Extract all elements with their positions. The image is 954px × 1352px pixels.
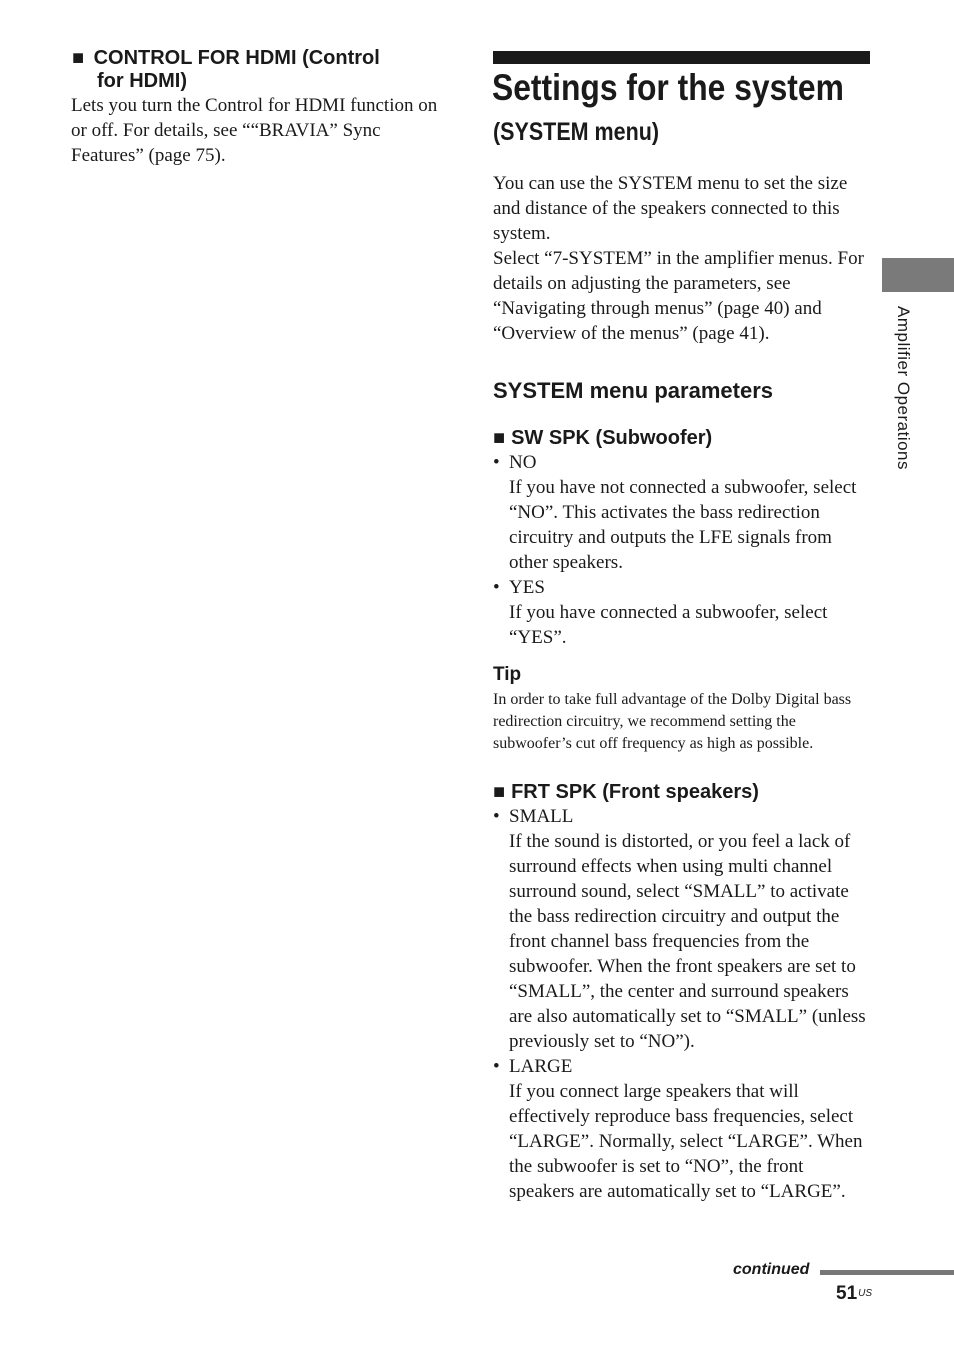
option-label: NO [509, 452, 537, 473]
sw-spk-heading-text: SW SPK (Subwoofer) [511, 427, 713, 449]
page-number-suffix: US [858, 1288, 873, 1299]
option-description: If the sound is distorted, or you feel a lack of surround effects when using multi channel surround sound, select “SMALL” to activate the bass redirection circuitry and output the front channel bass frequencies from the subwoofer. When the front speakers are set to “SMALL”, the center and surround speakers are also automatically set to “SMALL” (unless previously set to “NO”). [509, 831, 866, 1052]
sw-spk-options [493, 450, 873, 650]
square-bullet-icon: ■ [493, 781, 506, 803]
frt-spk-heading [493, 779, 759, 805]
frt-spk-options [493, 804, 873, 1204]
option-description: If you have connected a subwoofer, select “YES”. [509, 602, 828, 648]
page-subtitle: (SYSTEM menu) [493, 118, 660, 146]
square-bullet-icon: ■ [72, 47, 85, 69]
intro-text [493, 171, 873, 346]
option-label: LARGE [509, 1056, 573, 1077]
option-description: If you have not connected a subwoofer, select “NO”. This activates the bass redirection circuitry and outputs the LFE signals from other speakers. [509, 477, 857, 573]
section-tab-label: Amplifier Operations [894, 306, 913, 471]
section-tab-marker [882, 258, 954, 292]
list-item [493, 804, 873, 1054]
bullet-icon: • [493, 806, 500, 827]
sw-spk-heading [493, 425, 712, 451]
page-number-value: 51 [836, 1283, 858, 1304]
hdmi-body-text: Lets you turn the Control for HDMI function on or off. For details, see ““BRAVIA” Sync Features” (page 75). [71, 95, 438, 166]
bullet-icon: • [493, 452, 500, 473]
intro-paragraph-2: Select “7-SYSTEM” in the amplifier menus. For details on adjusting the parameters, see “Navigating through menus” (page 40) and “Overview of the menus” (page 41). [493, 248, 864, 344]
list-item [493, 575, 873, 650]
square-bullet-icon: ■ [493, 427, 506, 449]
tip-body: In order to take full advantage of the Dolby Digital bass redirection circuitry, we recommend setting the subwoofer’s cut off frequency as high as possible. [493, 691, 852, 752]
continued-rule [820, 1270, 954, 1275]
bullet-icon: • [493, 1056, 500, 1077]
frt-spk-heading-text: FRT SPK (Front speakers) [511, 781, 759, 803]
option-label: SMALL [509, 806, 574, 827]
control-for-hdmi-heading [72, 47, 462, 93]
page-title: Settings for the system [492, 67, 844, 108]
tip-heading: Tip [493, 664, 522, 685]
option-label: YES [509, 577, 545, 598]
intro-paragraph-1: You can use the SYSTEM menu to set the size and distance of the speakers connected to this system. [493, 173, 848, 244]
bullet-icon: • [493, 577, 500, 598]
option-description: If you connect large speakers that will effectively reproduce bass frequencies, select “LARGE”. Normally, select “LARGE”. When the subwoofer is set to “NO”, the front speakers are automatically set to “LARGE”. [509, 1081, 863, 1202]
hdmi-heading-line2: for HDMI) [97, 70, 187, 92]
title-rule [493, 51, 870, 64]
list-item [493, 450, 873, 575]
continued-label: continued [733, 1261, 810, 1278]
list-item [493, 1054, 873, 1204]
page-number [836, 1283, 872, 1305]
hdmi-heading-line1: CONTROL FOR HDMI (Control [93, 47, 380, 69]
parameters-heading: SYSTEM menu parameters [493, 378, 773, 403]
